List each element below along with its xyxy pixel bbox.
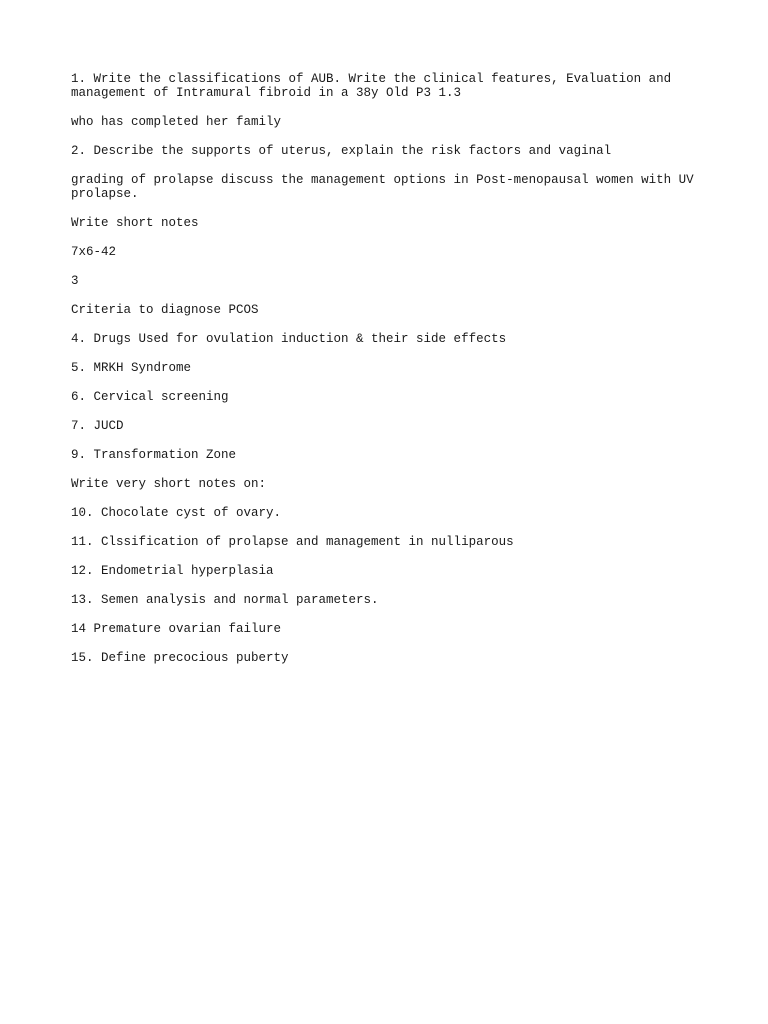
question-15: 15. Define precocious puberty xyxy=(71,651,289,665)
question-9: 9. Transformation Zone xyxy=(71,448,237,462)
question-10: 10. Chocolate cyst of ovary. xyxy=(71,506,282,520)
question-2: 2. Describe the supports of uterus, explain the risk factors and vaginal xyxy=(71,144,612,158)
question-3: Criteria to diagnose PCOS xyxy=(71,303,259,317)
question-2-continuation: grading of prolapse discuss the management options in Post-menopausal women with UV prolapse. xyxy=(71,173,702,201)
section-heading-short-notes: Write short notes xyxy=(71,216,199,230)
question-4: 4. Drugs Used for ovulation induction & their side effects xyxy=(71,332,507,346)
marks-line: 7x6-42 xyxy=(71,245,117,259)
question-6: 6. Cervical screening xyxy=(71,390,229,404)
question-7: 7. JUCD xyxy=(71,419,124,433)
section-heading-very-short-notes: Write very short notes on: xyxy=(71,477,267,491)
document-body xyxy=(71,72,711,680)
question-number-3: 3 xyxy=(71,274,79,288)
question-11: 11. Clssification of prolapse and management in nulliparous xyxy=(71,535,514,549)
question-1: 1. Write the classifications of AUB. Write the clinical features, Evaluation and management of Intramural fibroid in a 38y Old P3 1.3 xyxy=(71,72,679,100)
question-1-continuation: who has completed her family xyxy=(71,115,282,129)
question-5: 5. MRKH Syndrome xyxy=(71,361,192,375)
question-13: 13. Semen analysis and normal parameters. xyxy=(71,593,379,607)
question-12: 12. Endometrial hyperplasia xyxy=(71,564,274,578)
question-14: 14 Premature ovarian failure xyxy=(71,622,282,636)
